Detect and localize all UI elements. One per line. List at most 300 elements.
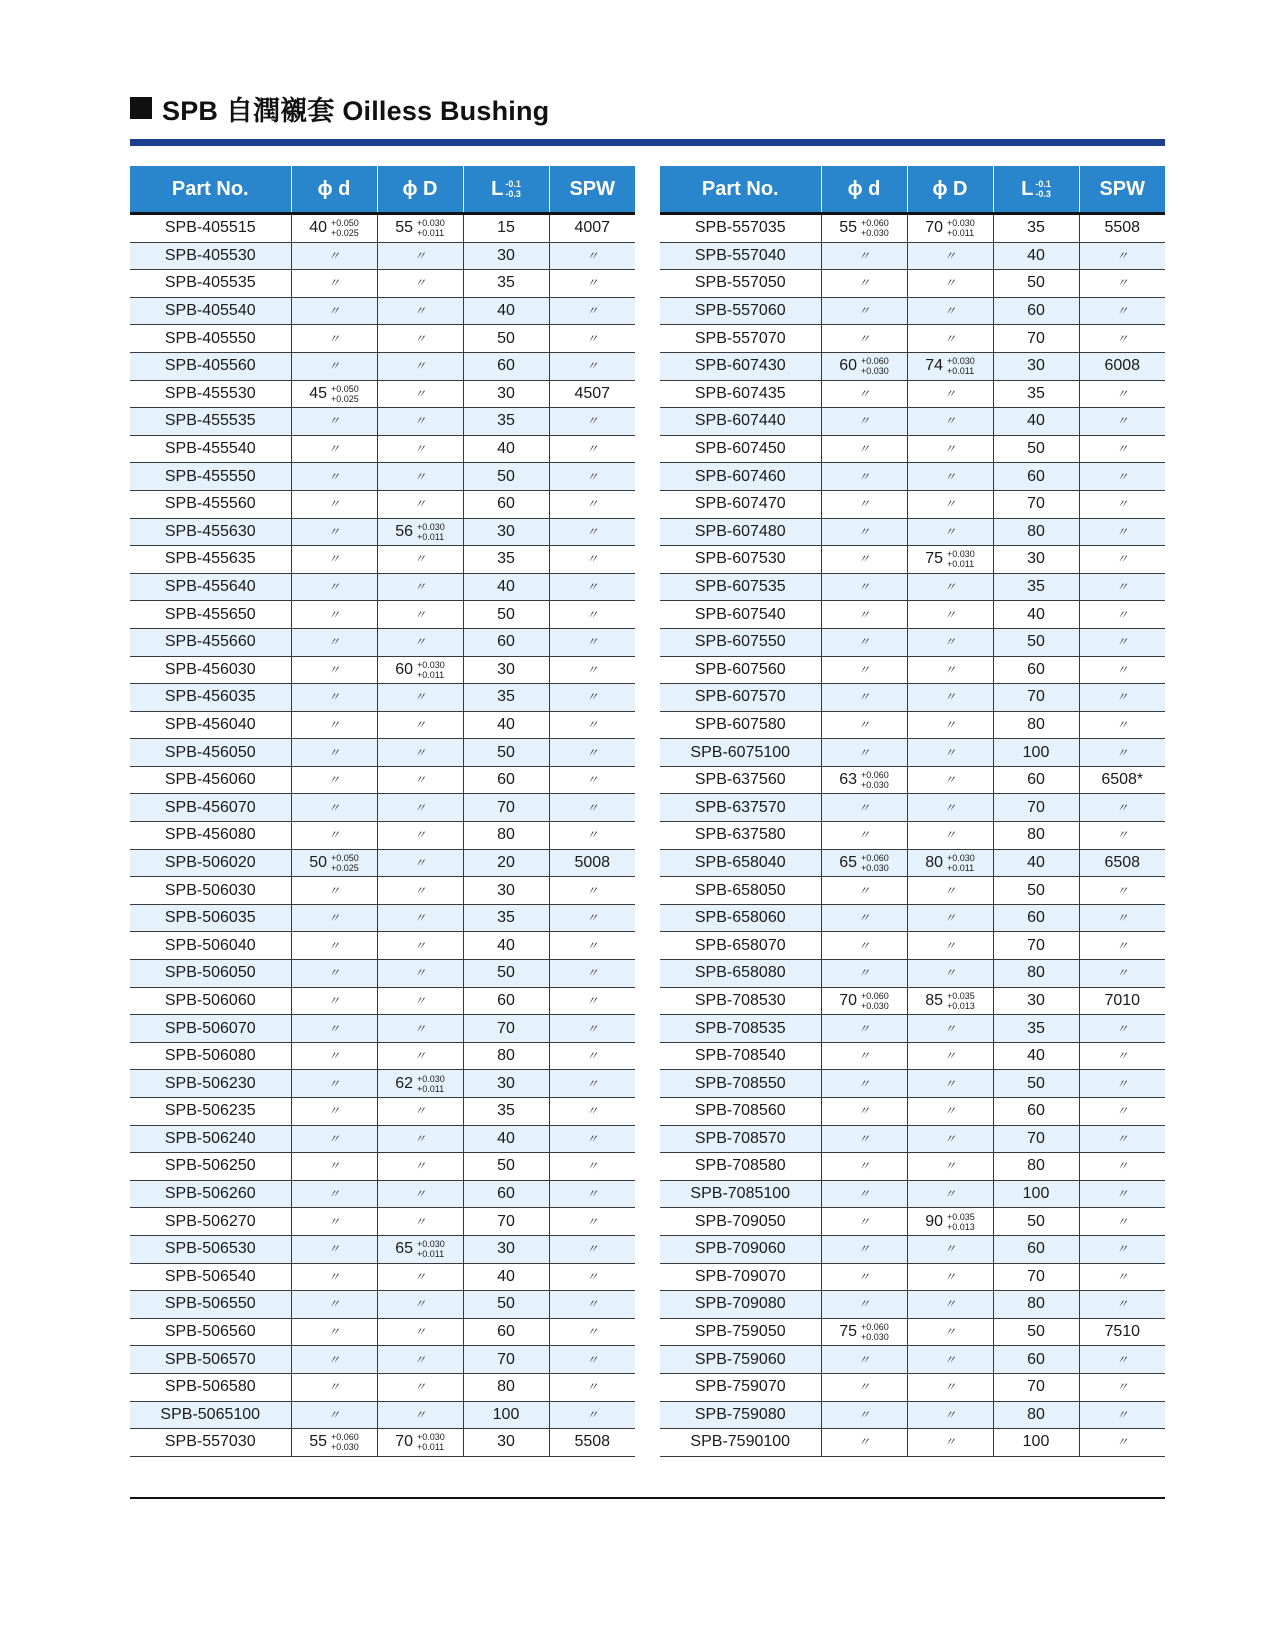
spw — [1079, 1042, 1165, 1070]
outer-diameter — [377, 628, 463, 656]
spw: 4007 — [549, 214, 635, 243]
tolerance-upper: +0.030 — [947, 218, 975, 229]
length: 70 — [993, 490, 1079, 518]
ditto-mark: 〃 — [943, 1104, 956, 1119]
length: 50 — [993, 1070, 1079, 1098]
length: 100 — [993, 1429, 1079, 1457]
ditto-mark: 〃 — [586, 800, 599, 815]
tolerance-lower: +0.011 — [417, 669, 445, 680]
ditto-mark: 〃 — [1116, 414, 1129, 429]
tolerance-upper: +0.030 — [417, 521, 445, 532]
length: 80 — [993, 1291, 1079, 1319]
part-number: SPB-759080 — [660, 1401, 821, 1429]
spw — [549, 1208, 635, 1236]
table-row — [660, 325, 1165, 353]
dimension-value: 40 — [309, 219, 327, 237]
part-number: SPB-607540 — [660, 601, 821, 629]
ditto-mark: 〃 — [943, 1049, 956, 1064]
inner-diameter — [821, 656, 907, 684]
ditto-mark: 〃 — [413, 1380, 426, 1395]
part-number: SPB-456070 — [130, 794, 291, 822]
outer-diameter — [377, 270, 463, 298]
length: 80 — [993, 1401, 1079, 1429]
inner-diameter — [821, 1042, 907, 1070]
part-number: SPB-708530 — [660, 987, 821, 1015]
dimension-value: 55 — [395, 219, 413, 237]
part-number: SPB-506260 — [130, 1180, 291, 1208]
tolerance-lower: +0.011 — [417, 1442, 445, 1453]
outer-diameter — [377, 794, 463, 822]
ditto-mark: 〃 — [327, 662, 340, 677]
inner-diameter — [821, 1208, 907, 1236]
ditto-mark: 〃 — [943, 386, 956, 401]
ditto-mark: 〃 — [586, 276, 599, 291]
part-number: SPB-405515 — [130, 214, 291, 243]
tolerance — [947, 356, 975, 376]
ditto-mark: 〃 — [1116, 248, 1129, 263]
ditto-mark: 〃 — [1116, 580, 1129, 595]
length: 50 — [993, 435, 1079, 463]
length: 40 — [463, 1263, 549, 1291]
ditto-mark: 〃 — [1116, 1269, 1129, 1284]
ditto-mark: 〃 — [1116, 828, 1129, 843]
tolerance-upper: +0.035 — [947, 990, 975, 1001]
spw — [1079, 1015, 1165, 1043]
spw — [549, 1318, 635, 1346]
length-label: L — [1021, 177, 1034, 200]
ditto-mark: 〃 — [943, 248, 956, 263]
tolerance-lower: +0.025 — [331, 862, 359, 873]
table-row — [130, 1235, 635, 1263]
spw — [549, 904, 635, 932]
inner-diameter — [291, 1235, 377, 1263]
ditto-mark: 〃 — [413, 442, 426, 457]
spw — [1079, 1346, 1165, 1374]
length: 50 — [993, 1208, 1079, 1236]
table-row — [660, 1235, 1165, 1263]
spw — [549, 960, 635, 988]
outer-diameter — [907, 656, 993, 684]
ditto-mark: 〃 — [857, 386, 870, 401]
ditto-mark: 〃 — [943, 304, 956, 319]
length: 100 — [993, 1180, 1079, 1208]
spw: 6508 — [1079, 849, 1165, 877]
outer-diameter — [907, 684, 993, 712]
table-row — [660, 877, 1165, 905]
inner-diameter — [291, 1291, 377, 1319]
ditto-mark: 〃 — [857, 442, 870, 457]
table-row — [660, 849, 1165, 877]
length: 40 — [993, 1042, 1079, 1070]
inner-diameter — [821, 932, 907, 960]
outer-diameter — [377, 1070, 463, 1098]
part-number: SPB-455635 — [130, 546, 291, 574]
spw — [549, 573, 635, 601]
spw: 5508 — [1079, 214, 1165, 243]
part-number: SPB-607570 — [660, 684, 821, 712]
ditto-mark: 〃 — [327, 745, 340, 760]
table-row — [660, 987, 1165, 1015]
inner-diameter — [821, 1125, 907, 1153]
dimension-value: 55 — [839, 219, 857, 237]
ditto-mark: 〃 — [1116, 442, 1129, 457]
part-number: SPB-7085100 — [660, 1180, 821, 1208]
outer-diameter — [377, 739, 463, 767]
ditto-mark: 〃 — [1116, 331, 1129, 346]
outer-diameter — [907, 546, 993, 574]
ditto-mark: 〃 — [857, 524, 870, 539]
inner-diameter — [291, 1015, 377, 1043]
inner-diameter — [821, 822, 907, 850]
spw — [1079, 463, 1165, 491]
length: 70 — [993, 325, 1079, 353]
table-row — [130, 1373, 635, 1401]
ditto-mark: 〃 — [586, 938, 599, 953]
outer-diameter — [377, 573, 463, 601]
ditto-mark: 〃 — [1116, 1297, 1129, 1312]
outer-diameter — [907, 1401, 993, 1429]
length: 70 — [993, 932, 1079, 960]
ditto-mark: 〃 — [857, 552, 870, 567]
table-row — [130, 214, 635, 243]
table-row — [130, 1208, 635, 1236]
outer-diameter — [377, 490, 463, 518]
spw — [549, 601, 635, 629]
part-number: SPB-557050 — [660, 270, 821, 298]
part-number: SPB-455530 — [130, 380, 291, 408]
ditto-mark: 〃 — [857, 883, 870, 898]
length: 70 — [993, 1373, 1079, 1401]
outer-diameter — [907, 1373, 993, 1401]
table-row — [660, 297, 1165, 325]
ditto-mark: 〃 — [413, 1187, 426, 1202]
table-row — [660, 1401, 1165, 1429]
table-header-row — [660, 166, 1165, 214]
length-tolerance-upper: -0.1 — [505, 179, 521, 190]
inner-diameter — [291, 1180, 377, 1208]
ditto-mark: 〃 — [586, 1159, 599, 1174]
tolerance — [331, 384, 359, 404]
part-number: SPB-557060 — [660, 297, 821, 325]
table-row — [660, 628, 1165, 656]
spw — [1079, 242, 1165, 270]
spw — [549, 628, 635, 656]
table-row — [130, 573, 635, 601]
col-header-length — [463, 166, 549, 214]
outer-diameter — [377, 408, 463, 436]
table-row — [660, 1125, 1165, 1153]
outer-diameter — [907, 960, 993, 988]
length: 40 — [463, 297, 549, 325]
table-row — [660, 352, 1165, 380]
inner-diameter — [821, 684, 907, 712]
ditto-mark: 〃 — [1116, 635, 1129, 650]
inner-diameter — [821, 877, 907, 905]
inner-diameter — [291, 932, 377, 960]
ditto-mark: 〃 — [413, 1269, 426, 1284]
outer-diameter — [907, 1015, 993, 1043]
tolerance-lower: +0.030 — [861, 780, 889, 791]
outer-diameter — [907, 794, 993, 822]
spw — [549, 463, 635, 491]
tolerance — [417, 660, 445, 680]
length: 50 — [463, 739, 549, 767]
table-row — [130, 435, 635, 463]
title-divider — [130, 139, 1165, 146]
dimension-value: 80 — [925, 853, 943, 871]
dimension-value: 50 — [309, 853, 327, 871]
table-row — [130, 711, 635, 739]
part-number: SPB-405535 — [130, 270, 291, 298]
length: 80 — [993, 711, 1079, 739]
ditto-mark: 〃 — [943, 635, 956, 650]
length: 60 — [463, 628, 549, 656]
table-row — [660, 490, 1165, 518]
spw — [1079, 960, 1165, 988]
tolerance — [417, 1239, 445, 1259]
dimension-value: 65 — [395, 1240, 413, 1258]
tolerance-upper: +0.030 — [947, 852, 975, 863]
ditto-mark: 〃 — [327, 1407, 340, 1422]
length: 50 — [463, 463, 549, 491]
outer-diameter — [377, 1291, 463, 1319]
ditto-mark: 〃 — [857, 580, 870, 595]
inner-diameter — [291, 1373, 377, 1401]
outer-diameter — [907, 766, 993, 794]
length: 50 — [993, 628, 1079, 656]
length: 40 — [463, 1125, 549, 1153]
spw: 5508 — [549, 1429, 635, 1457]
ditto-mark: 〃 — [943, 828, 956, 843]
tolerance-lower: +0.030 — [861, 1000, 889, 1011]
length: 80 — [993, 518, 1079, 546]
tolerance-upper: +0.030 — [417, 659, 445, 670]
table-row — [130, 1153, 635, 1181]
col-header-outer-diameter: ϕ D — [907, 166, 993, 214]
part-number: SPB-557035 — [660, 214, 821, 243]
length: 50 — [463, 1291, 549, 1319]
ditto-mark: 〃 — [327, 1187, 340, 1202]
part-number: SPB-607560 — [660, 656, 821, 684]
ditto-mark: 〃 — [943, 662, 956, 677]
outer-diameter — [377, 1015, 463, 1043]
ditto-mark: 〃 — [857, 828, 870, 843]
part-number: SPB-607450 — [660, 435, 821, 463]
spw — [1079, 1373, 1165, 1401]
table-header-row — [130, 166, 635, 214]
tolerance-upper: +0.060 — [861, 990, 889, 1001]
spw: 6508* — [1079, 766, 1165, 794]
part-number: SPB-456035 — [130, 684, 291, 712]
ditto-mark: 〃 — [857, 690, 870, 705]
spw — [1079, 518, 1165, 546]
part-number: SPB-557040 — [660, 242, 821, 270]
part-number: SPB-709050 — [660, 1208, 821, 1236]
inner-diameter — [291, 1429, 377, 1457]
ditto-mark: 〃 — [943, 717, 956, 732]
ditto-mark: 〃 — [413, 1325, 426, 1340]
inner-diameter — [291, 849, 377, 877]
tolerance-lower: +0.013 — [947, 1000, 975, 1011]
table-body — [130, 214, 635, 1457]
ditto-mark: 〃 — [413, 607, 426, 622]
length: 60 — [463, 1180, 549, 1208]
ditto-mark: 〃 — [327, 773, 340, 788]
part-number: SPB-637560 — [660, 766, 821, 794]
outer-diameter — [377, 1318, 463, 1346]
table-row — [660, 435, 1165, 463]
inner-diameter — [291, 628, 377, 656]
spw — [549, 1125, 635, 1153]
inner-diameter — [821, 270, 907, 298]
ditto-mark: 〃 — [1116, 469, 1129, 484]
length-tolerance-lower: -0.3 — [505, 189, 521, 200]
table-row — [130, 1042, 635, 1070]
inner-diameter — [291, 1263, 377, 1291]
length: 30 — [993, 352, 1079, 380]
table-body — [660, 214, 1165, 1457]
outer-diameter — [377, 766, 463, 794]
spw — [549, 684, 635, 712]
part-number: SPB-456040 — [130, 711, 291, 739]
ditto-mark: 〃 — [586, 414, 599, 429]
outer-diameter — [377, 1401, 463, 1429]
length: 80 — [463, 822, 549, 850]
part-number: SPB-455650 — [130, 601, 291, 629]
inner-diameter — [291, 1098, 377, 1126]
square-bullet-icon — [130, 97, 152, 119]
ditto-mark: 〃 — [327, 469, 340, 484]
ditto-mark: 〃 — [1116, 607, 1129, 622]
tolerance-upper: +0.060 — [331, 1432, 359, 1443]
outer-diameter — [907, 1070, 993, 1098]
inner-diameter — [291, 1070, 377, 1098]
inner-diameter — [821, 463, 907, 491]
inner-diameter — [291, 766, 377, 794]
ditto-mark: 〃 — [327, 580, 340, 595]
spw — [549, 1346, 635, 1374]
outer-diameter — [907, 1180, 993, 1208]
spw — [1079, 877, 1165, 905]
ditto-mark: 〃 — [943, 1297, 956, 1312]
part-number: SPB-456060 — [130, 766, 291, 794]
ditto-mark: 〃 — [586, 911, 599, 926]
ditto-mark: 〃 — [586, 883, 599, 898]
tolerance-lower: +0.030 — [331, 1442, 359, 1453]
dimension-value: 75 — [925, 550, 943, 568]
ditto-mark: 〃 — [857, 1352, 870, 1367]
ditto-mark: 〃 — [857, 414, 870, 429]
part-number: SPB-506550 — [130, 1291, 291, 1319]
ditto-mark: 〃 — [857, 276, 870, 291]
tolerance-lower: +0.025 — [331, 393, 359, 404]
table-row — [660, 1318, 1165, 1346]
length: 70 — [463, 1346, 549, 1374]
ditto-mark: 〃 — [327, 1021, 340, 1036]
part-number: SPB-658050 — [660, 877, 821, 905]
ditto-mark: 〃 — [943, 1076, 956, 1091]
ditto-mark: 〃 — [857, 469, 870, 484]
inner-diameter — [291, 546, 377, 574]
spw — [549, 242, 635, 270]
table-row — [130, 766, 635, 794]
ditto-mark: 〃 — [943, 1380, 956, 1395]
spw — [1079, 1401, 1165, 1429]
ditto-mark: 〃 — [1116, 1131, 1129, 1146]
ditto-mark: 〃 — [586, 331, 599, 346]
inner-diameter — [821, 711, 907, 739]
ditto-mark: 〃 — [586, 304, 599, 319]
length: 40 — [463, 435, 549, 463]
spw — [1079, 1098, 1165, 1126]
outer-diameter — [907, 490, 993, 518]
ditto-mark: 〃 — [943, 331, 956, 346]
length: 30 — [993, 987, 1079, 1015]
page-title-text: SPB 自潤襯套 Oilless Bushing — [162, 95, 550, 126]
tolerance-lower: +0.030 — [861, 1332, 889, 1343]
inner-diameter — [291, 1318, 377, 1346]
inner-diameter — [821, 1429, 907, 1457]
part-number: SPB-506020 — [130, 849, 291, 877]
table-row — [130, 1015, 635, 1043]
outer-diameter — [907, 573, 993, 601]
ditto-mark: 〃 — [857, 1131, 870, 1146]
inner-diameter — [821, 1015, 907, 1043]
table-row — [660, 766, 1165, 794]
ditto-mark: 〃 — [327, 1325, 340, 1340]
ditto-mark: 〃 — [327, 442, 340, 457]
table-row — [660, 573, 1165, 601]
length: 40 — [993, 601, 1079, 629]
dimension-value: 70 — [925, 219, 943, 237]
ditto-mark: 〃 — [586, 580, 599, 595]
inner-diameter — [821, 573, 907, 601]
spw: 6008 — [1079, 352, 1165, 380]
length: 35 — [993, 380, 1079, 408]
inner-diameter — [291, 325, 377, 353]
table-row — [130, 849, 635, 877]
ditto-mark: 〃 — [857, 1297, 870, 1312]
ditto-mark: 〃 — [327, 690, 340, 705]
outer-diameter — [377, 822, 463, 850]
spw — [1079, 601, 1165, 629]
tolerance-lower: +0.013 — [947, 1221, 975, 1232]
ditto-mark: 〃 — [327, 607, 340, 622]
length: 60 — [993, 656, 1079, 684]
inner-diameter — [291, 408, 377, 436]
spw — [1079, 1208, 1165, 1236]
length: 50 — [463, 960, 549, 988]
table-row — [660, 932, 1165, 960]
ditto-mark: 〃 — [327, 497, 340, 512]
ditto-mark: 〃 — [943, 1021, 956, 1036]
dimension-value: 60 — [839, 357, 857, 375]
table-row — [130, 739, 635, 767]
inner-diameter — [821, 435, 907, 463]
inner-diameter — [291, 1042, 377, 1070]
ditto-mark: 〃 — [857, 1242, 870, 1257]
outer-diameter — [377, 1208, 463, 1236]
outer-diameter — [377, 435, 463, 463]
ditto-mark: 〃 — [327, 966, 340, 981]
spw — [549, 1291, 635, 1319]
part-number: SPB-455630 — [130, 518, 291, 546]
tolerance — [947, 853, 975, 873]
tolerance-upper: +0.060 — [861, 1322, 889, 1333]
table-row — [660, 960, 1165, 988]
table-row — [130, 1401, 635, 1429]
ditto-mark: 〃 — [943, 1325, 956, 1340]
